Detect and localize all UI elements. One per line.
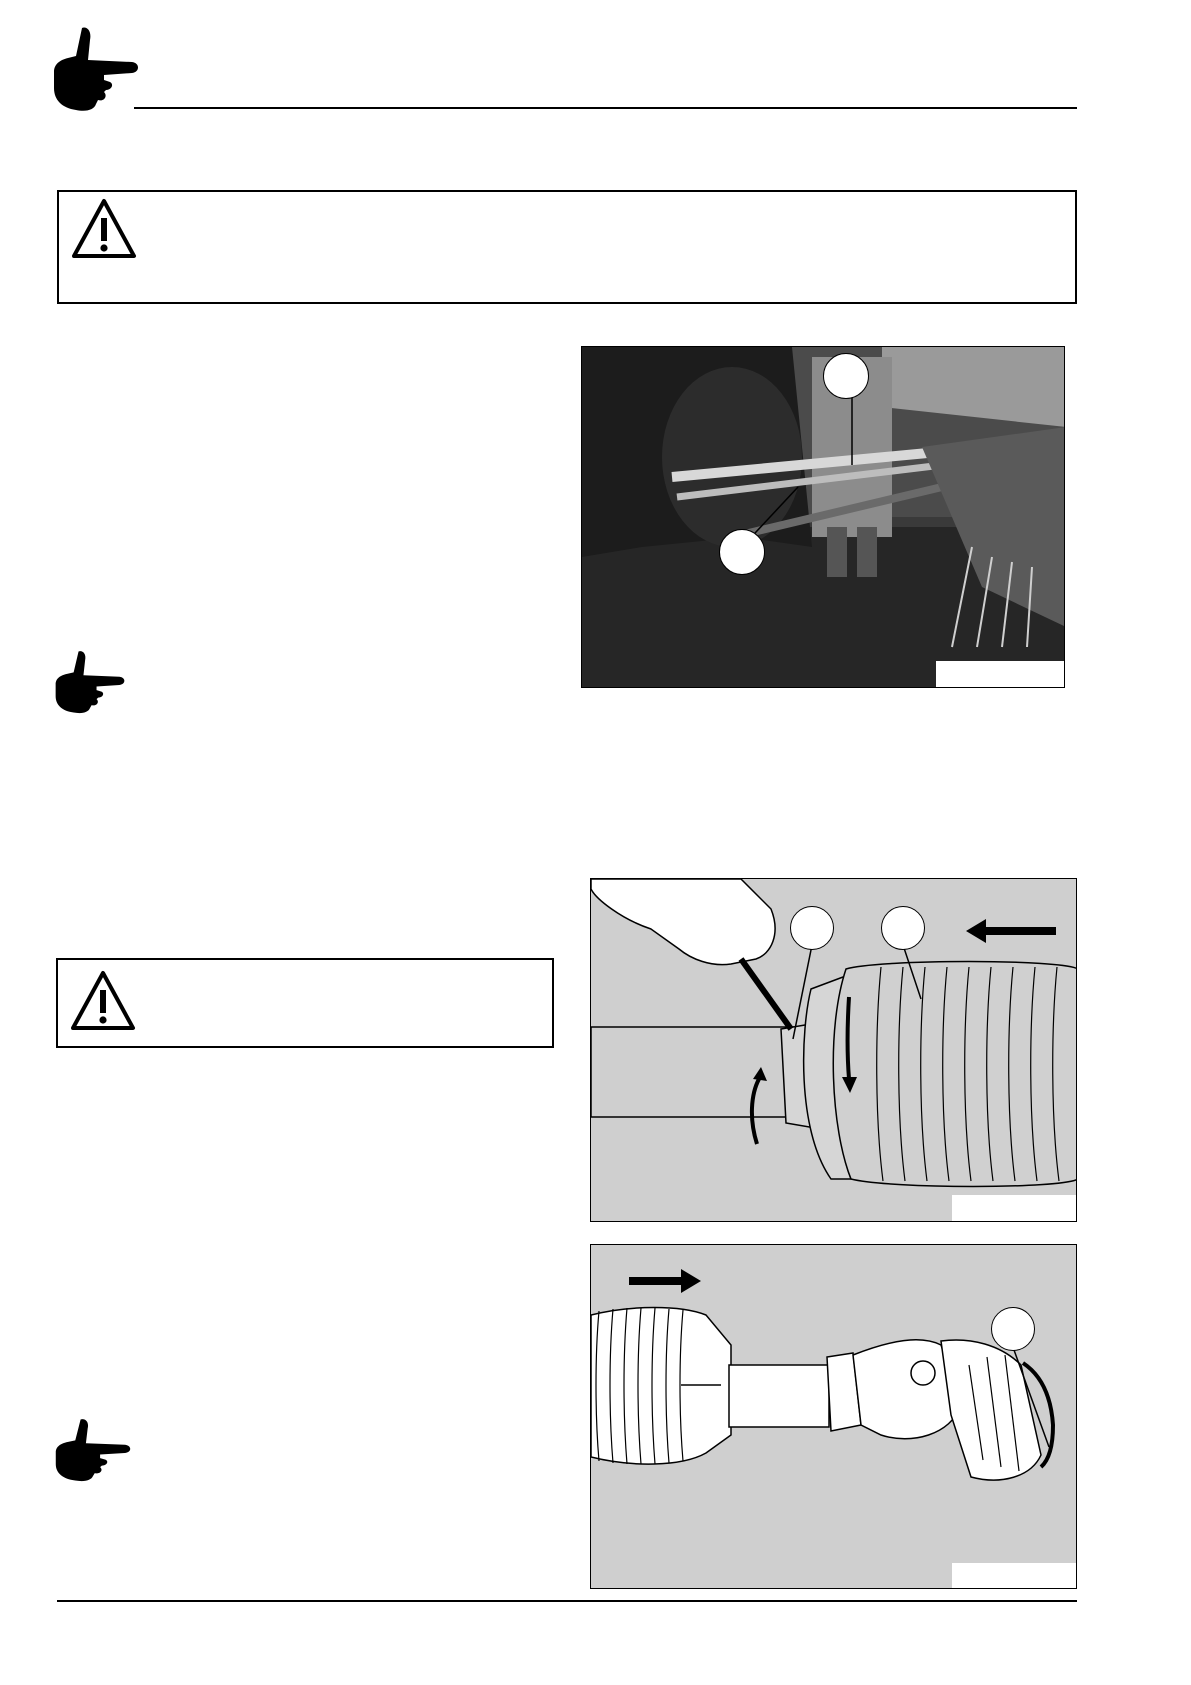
callout-circle-4	[881, 906, 925, 950]
note-pointing-hand-icon	[54, 1418, 132, 1482]
tractor-pto-photo-image	[582, 347, 1065, 688]
callout-circle-3	[790, 906, 834, 950]
figure-tractor-pto-photo	[581, 346, 1065, 688]
note-pointing-hand-icon	[54, 650, 126, 714]
guard-unlock-drawing	[591, 879, 1077, 1222]
callout-circle-2	[719, 529, 765, 575]
header-pointing-hand-icon	[52, 26, 140, 112]
header-rule	[134, 107, 1077, 109]
warning-triangle-icon	[71, 198, 137, 260]
figure-label-box	[952, 1195, 1076, 1221]
footer-rule	[57, 1600, 1077, 1602]
figure-guard-unlock	[590, 878, 1077, 1222]
warning-triangle-icon	[70, 970, 136, 1032]
callout-circle-1	[823, 353, 869, 399]
figure-label-box	[952, 1563, 1076, 1588]
figure-guard-removed	[590, 1244, 1077, 1589]
guard-removed-drawing	[591, 1245, 1077, 1589]
warning-box-top	[57, 190, 1077, 304]
callout-circle-5	[991, 1307, 1035, 1351]
figure-label-box	[936, 661, 1064, 687]
warning-box-middle	[56, 958, 554, 1048]
